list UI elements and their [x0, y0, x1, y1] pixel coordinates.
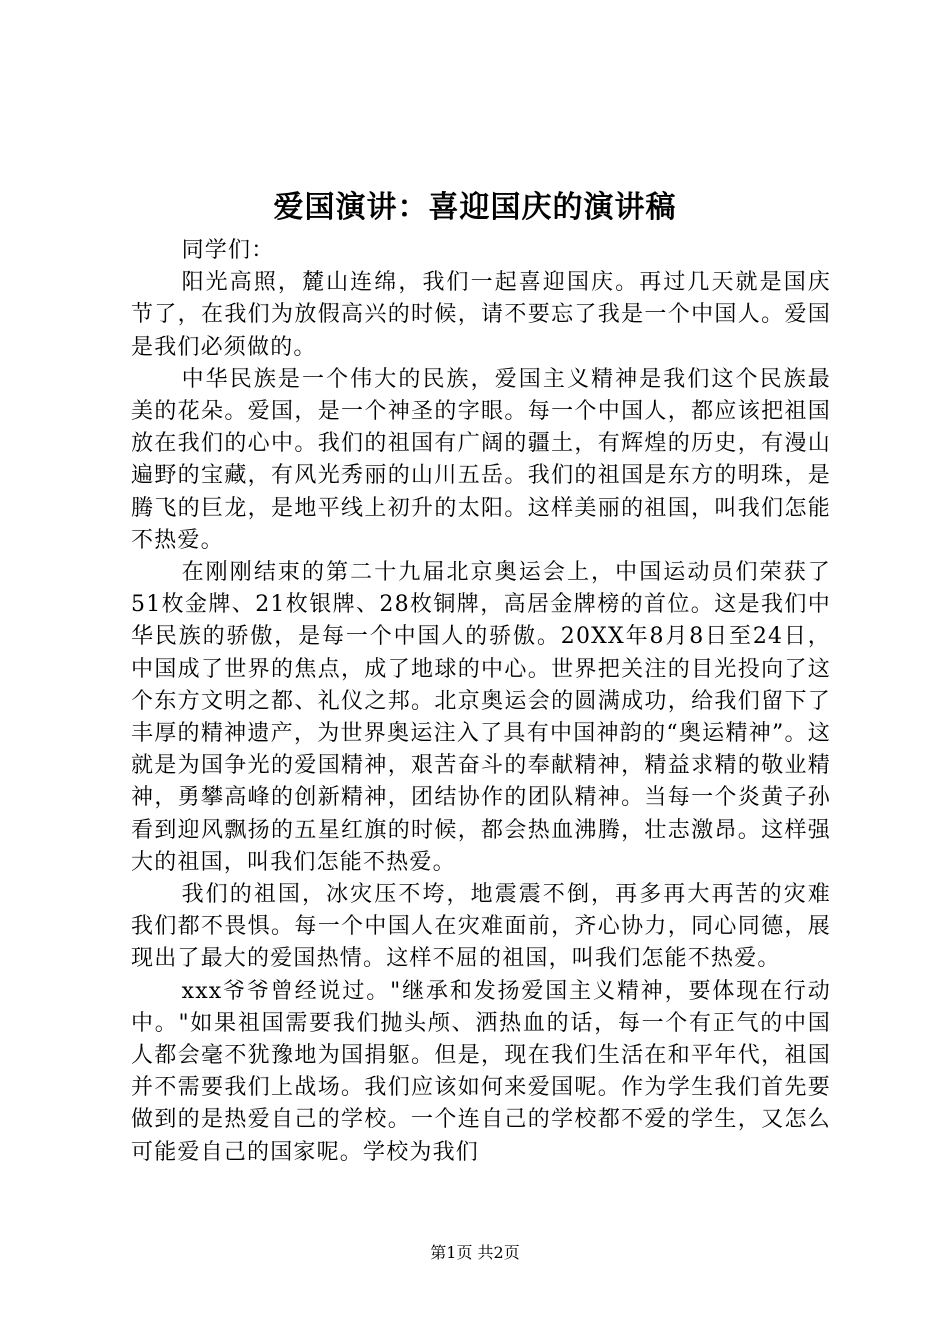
paragraph-greeting: 同学们： [181, 238, 275, 263]
paragraph: 在刚刚结束的第二十九届北京奥运会上，中国运动员们荣获了51枚金牌、21枚银牌、28枚铜牌，高居金牌榜的首位。这是我们中华民族的骄傲，是每一个中国人的骄傲。20XX年8月8日至24日，中国成了世界的焦点，成了地球的中心。世界把关注的目光投向了这个东方文明之都、礼仪之邦。北京奥运会的圆满成功，给我们留下了丰厚的精神遗产，为世界奥运注入了具有中国神韵的“奥运精神”。这就是为国争光的爱国精神，艰苦奋斗的奉献精神，精益求精的敬业精神，勇攀高峰的创新精神，团结协作的团队精神。当每一个炎黄子孙看到迎风飘扬的五星红旗的时候，都会热血沸腾，壮志激昂。这样强大的祖国，叫我们怎能不热爱。 [131, 560, 831, 875]
document-title: 爱国演讲：喜迎国庆的演讲稿 [273, 190, 677, 225]
page-footer: 第1页 共2页 [430, 1243, 520, 1262]
paragraph: 我们的祖国，冰灾压不垮，地震震不倒，再多再大再苦的灾难我们都不畏惧。每一个中国人在灾难面前，齐心协力，同心同德，展现出了最大的爱国热情。这样不屈的祖国，叫我们怎能不热爱。 [131, 882, 831, 972]
paragraph: 中华民族是一个伟大的民族，爱国主义精神是我们这个民族最美的花朵。爱国，是一个神圣的字眼。每一个中国人，都应该把祖国放在我们的心中。我们的祖国有广阔的疆土，有辉煌的历史，有漫山遍野的宝藏，有风光秀丽的山川五岳。我们的祖国是东方的明珠，是腾飞的巨龙，是地平线上初升的太阳。这样美丽的祖国，叫我们怎能不热爱。 [131, 366, 831, 553]
paragraph: 阳光高照，麓山连绵，我们一起喜迎国庆。再过几天就是国庆节了，在我们为放假高兴的时候，请不要忘了我是一个中国人。爱国是我们必须做的。 [131, 270, 831, 360]
document-body [131, 235, 831, 1169]
paragraph: xxx爷爷曾经说过。"继承和发扬爱国主义精神，要体现在行动中。"如果祖国需要我们抛头颅、洒热血的话，每一个有正气的中国人都会毫不犹豫地为国捐躯。但是，现在我们生活在和平年代，祖国并不需要我们上战场。我们应该如何来爱国呢。作为学生我们首先要做到的是热爱自己的学校。一个连自己的学校都不爱的学生，又怎么可能爱自己的国家呢。学校为我们 [131, 978, 831, 1165]
